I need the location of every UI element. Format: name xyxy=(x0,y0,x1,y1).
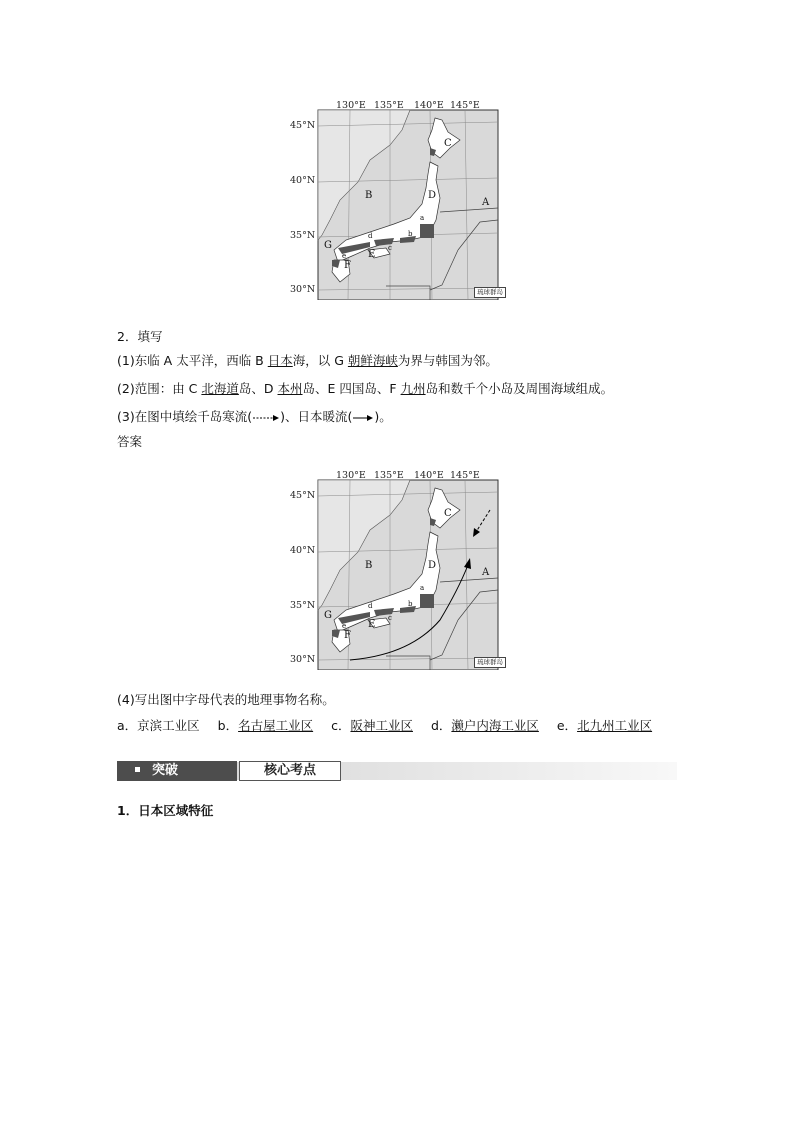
section-banner xyxy=(117,758,677,784)
answer-d: d．濑户内海工业区 xyxy=(430,718,539,733)
lon-label-140: 140°E xyxy=(414,100,444,111)
label-E: E xyxy=(368,619,376,630)
lat-label-30: 30°N xyxy=(290,654,316,665)
map-source-tag: 琉球群岛 xyxy=(474,657,506,668)
q2-heading: 2．填写 xyxy=(117,329,163,344)
label-B: B xyxy=(365,560,373,571)
label-e: e xyxy=(342,622,347,630)
banner-tag-light: 核心考点 xyxy=(239,761,341,781)
label-A: A xyxy=(482,197,490,208)
q4-line: (4)写出图中字母代表的地理事物名称。 xyxy=(117,692,335,707)
square-icon xyxy=(135,767,140,772)
japan-map-answer xyxy=(290,470,510,670)
cold-current-legend-icon xyxy=(252,414,280,422)
label-b: b xyxy=(408,230,413,238)
lat-label-40: 40°N xyxy=(290,175,316,186)
label-c: c xyxy=(388,614,392,622)
lat-label-45: 45°N xyxy=(290,120,316,131)
q2-line-2: (2)范围：由 C 北海道岛、D 本州岛、E 四国岛、F 九州岛和数千个小岛及周围海域组成。 xyxy=(117,381,614,396)
label-F: F xyxy=(344,260,351,271)
q4-answers xyxy=(117,718,652,734)
label-G: G xyxy=(324,610,332,621)
answer-a: a．京滨工业区 xyxy=(117,718,200,733)
lon-label-135: 135°E xyxy=(374,100,404,111)
label-d: d xyxy=(368,602,373,610)
lat-label-30: 30°N xyxy=(290,284,316,295)
label-b: b xyxy=(408,600,413,608)
lon-label-135: 135°E xyxy=(374,470,404,481)
q2-line-3: (3)在图中填绘千岛寒流( )、日本暖流( )。 xyxy=(117,409,392,424)
label-c: c xyxy=(388,244,392,252)
answer-e: e．北九州工业区 xyxy=(556,718,653,733)
answer-b: b．名古屋工业区 xyxy=(217,718,314,733)
lon-label-145: 145°E xyxy=(450,100,480,111)
japan-map-question xyxy=(290,100,510,300)
warm-current-legend-icon xyxy=(352,414,374,422)
banner-tag-dark: 突破 xyxy=(117,761,237,781)
label-G: G xyxy=(324,240,332,251)
lat-label-45: 45°N xyxy=(290,490,316,501)
lon-label-145: 145°E xyxy=(450,470,480,481)
label-B: B xyxy=(365,190,373,201)
label-F: F xyxy=(344,630,351,641)
label-C: C xyxy=(444,508,452,519)
japan-map-answer-drawing xyxy=(290,470,510,670)
label-a: a xyxy=(420,214,425,222)
label-D: D xyxy=(428,190,437,201)
answer-c: c．阪神工业区 xyxy=(331,718,413,733)
label-a: a xyxy=(420,584,425,592)
label-A: A xyxy=(482,567,490,578)
label-d: d xyxy=(368,232,373,240)
label-e: e xyxy=(342,252,347,260)
q2-line-1: (1)东临 A 太平洋，西临 B 日本海，以 G 朝鲜海峡为界与韩国为邻。 xyxy=(117,353,498,368)
label-C: C xyxy=(444,138,452,149)
answer-label: 答案 xyxy=(117,434,143,449)
lat-label-40: 40°N xyxy=(290,545,316,556)
lon-label-130: 130°E xyxy=(336,470,366,481)
japan-map-drawing xyxy=(290,100,510,300)
map-source-tag: 琉球群岛 xyxy=(474,287,506,298)
label-E: E xyxy=(368,249,376,260)
lon-label-130: 130°E xyxy=(336,100,366,111)
lat-label-35: 35°N xyxy=(290,230,316,241)
label-D: D xyxy=(428,560,437,571)
lat-label-35: 35°N xyxy=(290,600,316,611)
section-heading: 1．日本区域特征 xyxy=(117,803,214,818)
lon-label-140: 140°E xyxy=(414,470,444,481)
